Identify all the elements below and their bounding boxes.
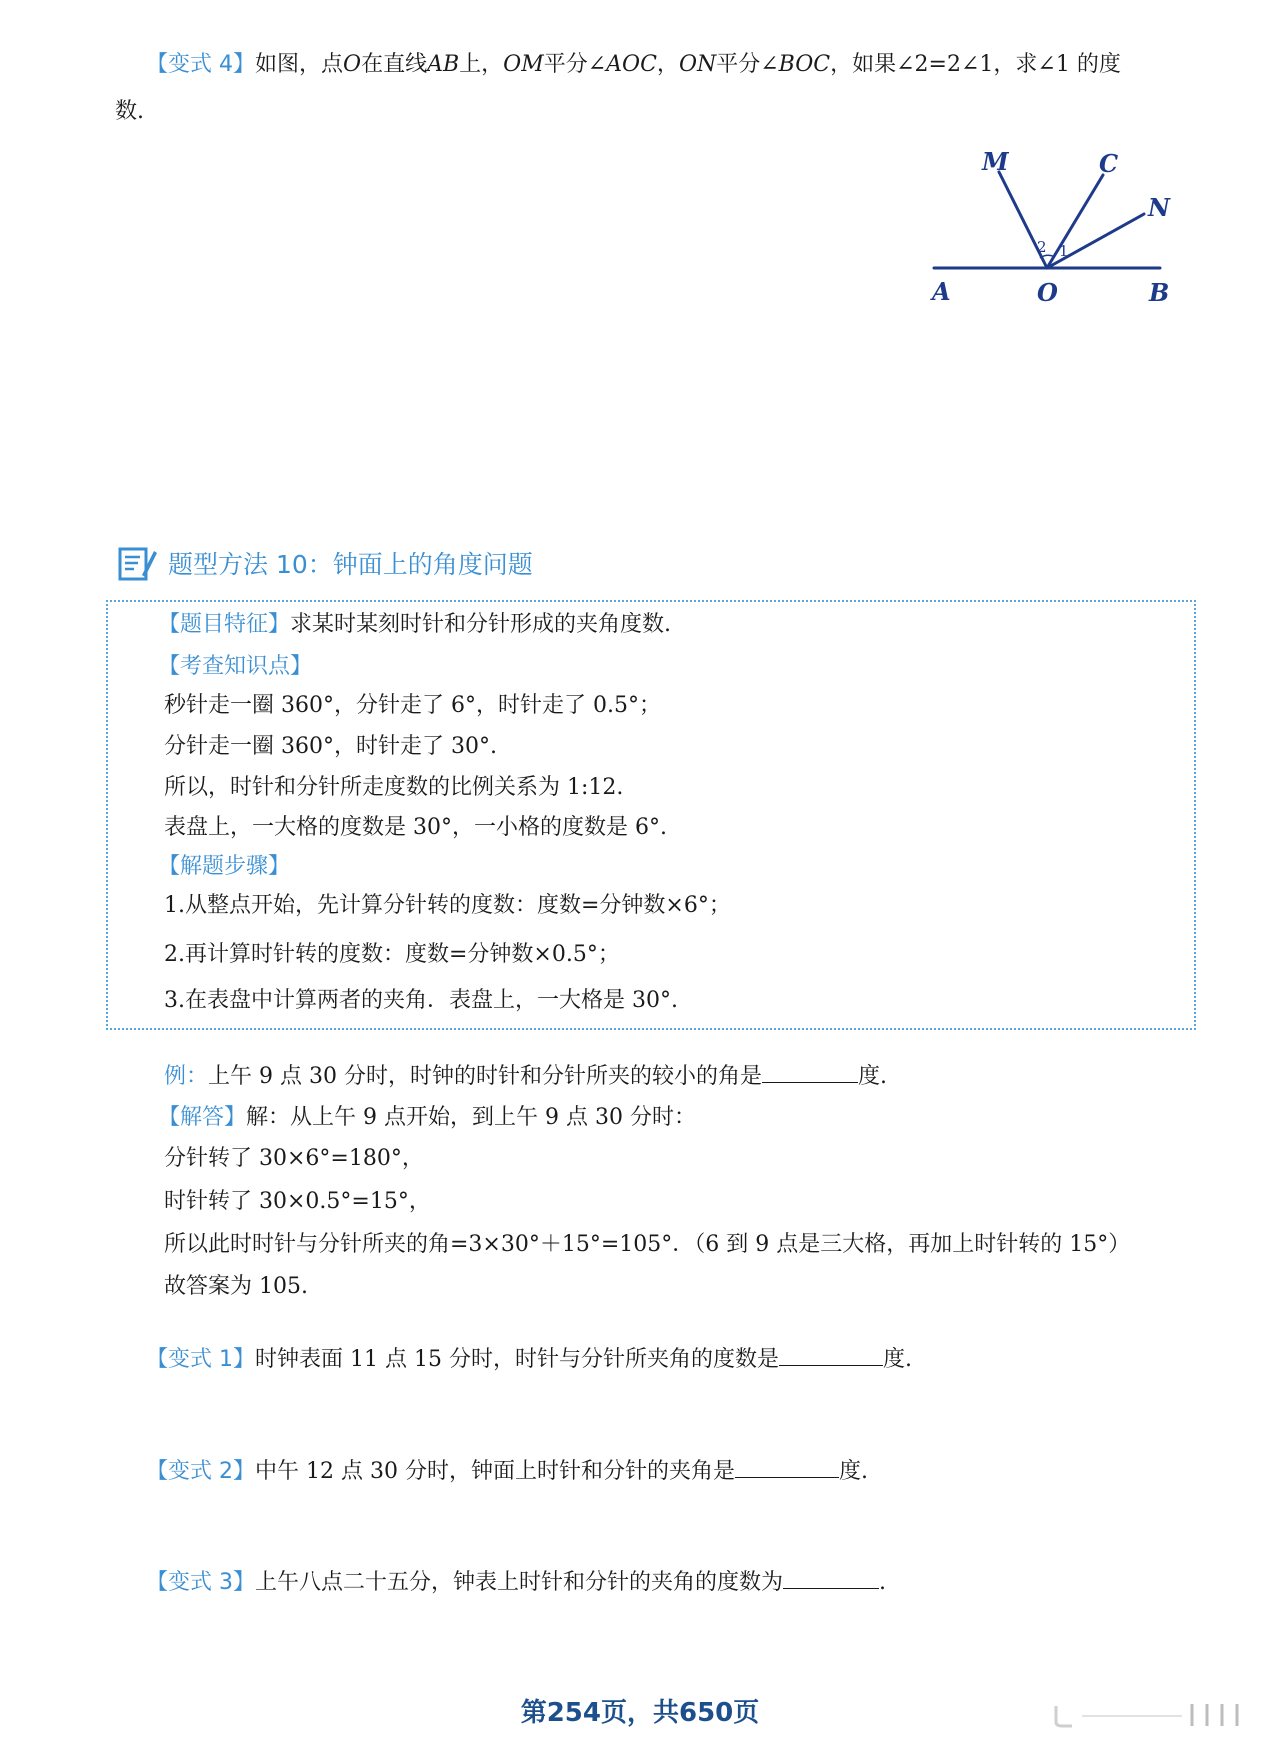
- note-pencil-icon: [118, 545, 158, 581]
- steps-tag: 【解题步骤】: [158, 854, 291, 879]
- variant-tag: 【变式 2】: [146, 1459, 255, 1484]
- answer-line: 时针转了 30×0.5°=15°，: [164, 1189, 431, 1214]
- variant4-line1: 【变式 4】如图，点O在直线AB上，OM平分∠AOC，ON平分∠BOC，如果∠2=2∠1，求∠1 的度: [146, 52, 1121, 77]
- label-b: B: [1149, 278, 1170, 307]
- example-question: 例：上午 9 点 30 分时，时钟的时针和分针所夹的较小的角是 度.: [164, 1064, 887, 1089]
- variant-tag: 【变式 3】: [146, 1570, 255, 1595]
- variant4-tag: 【变式 4】: [146, 52, 255, 77]
- answer-blank[interactable]: [762, 1062, 858, 1083]
- label-o: O: [1037, 278, 1058, 307]
- section-title-text: 题型方法 10：钟面上的角度问题: [168, 550, 533, 579]
- answer-blank[interactable]: [779, 1345, 883, 1366]
- knowledge-tag: 【考查知识点】: [158, 654, 313, 679]
- variant-question: 【变式 1】时钟表面 11 点 15 分时，时针与分针所夹角的度数是 度.: [146, 1347, 912, 1372]
- feature-tag: 【题目特征】: [158, 612, 291, 637]
- feature-text: 求某时某刻时针和分针形成的夹角度数.: [290, 612, 672, 637]
- example-tag: 例：: [164, 1064, 209, 1089]
- variant-tag: 【变式 1】: [146, 1347, 255, 1372]
- label-c: C: [1099, 149, 1119, 178]
- variant4-line2: 数.: [115, 99, 144, 124]
- label-m: M: [982, 147, 1009, 176]
- knowledge-line: 分针走一圈 360°，时针走了 30°.: [164, 734, 497, 759]
- knowledge-line: 表盘上，一大格的度数是 30°，一小格的度数是 6°.: [164, 815, 667, 840]
- step-line: 2.再计算时针转的度数：度数=分钟数×0.5°；: [164, 942, 620, 967]
- knowledge-line: 所以，时针和分针所走度数的比例关系为 1:12.: [164, 775, 624, 800]
- answer-line: 【解答】解：从上午 9 点开始，到上午 9 点 30 分时：: [158, 1105, 696, 1130]
- answer-blank[interactable]: [783, 1568, 879, 1589]
- knowledge-line: 秒针走一圈 360°，分针走了 6°，时针走了 0.5°；: [164, 693, 661, 718]
- label-n: N: [1148, 193, 1170, 222]
- page-number: 第254页，共650页: [520, 1698, 760, 1728]
- label-a: A: [932, 277, 951, 306]
- answer-line: 分针转了 30×6°=180°，: [164, 1146, 424, 1171]
- answer-tag: 【解答】: [158, 1105, 247, 1130]
- answer-blank[interactable]: [735, 1457, 839, 1478]
- angle-figure: [920, 140, 1180, 315]
- feature-line: [158, 610, 671, 640]
- answer-line: 故答案为 105.: [164, 1274, 308, 1299]
- label-angle1: 1: [1059, 242, 1069, 260]
- variant-question: 【变式 3】上午八点二十五分，钟表上时针和分针的夹角的度数为 .: [146, 1570, 887, 1595]
- answer-line: 所以此时时针与分针所夹的角=3×30°＋15°=105°．（6 到 9 点是三大格，再加上时针转的 15°）: [164, 1232, 1131, 1257]
- watermark-mark: [1052, 1700, 1252, 1730]
- variant-question: 【变式 2】中午 12 点 30 分时，钟面上时针和分针的夹角是 度.: [146, 1459, 868, 1484]
- label-angle2: 2: [1037, 238, 1047, 256]
- step-line: 1.从整点开始，先计算分针转的度数：度数=分钟数×6°；: [164, 893, 731, 918]
- step-line: 3.在表盘中计算两者的夹角．表盘上，一大格是 30°.: [164, 988, 678, 1013]
- section-title: [118, 543, 533, 583]
